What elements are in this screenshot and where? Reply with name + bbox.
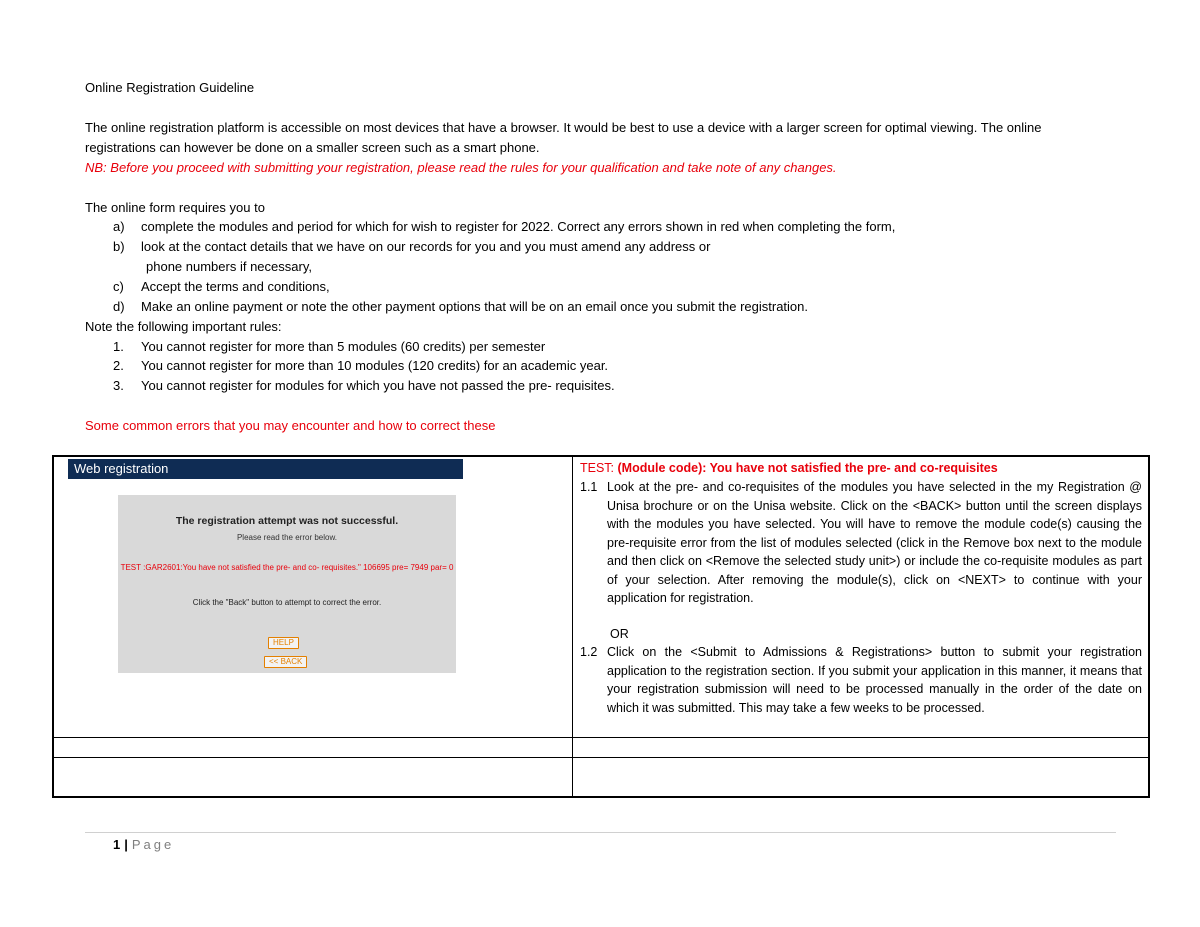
error-screenshot-panel — [118, 495, 456, 673]
web-registration-title: Web registration — [74, 461, 169, 476]
table-divider — [54, 737, 1148, 738]
document-title: Online Registration Guideline — [85, 80, 255, 95]
back-button[interactable]: << BACK — [264, 656, 307, 668]
form-intro: The online form requires you to — [85, 200, 265, 215]
errors-heading: Some common errors that you may encounter and how to correct these — [85, 418, 496, 433]
nb-warning: NB: Before you proceed with submitting your registration, please read the rules for your qualification and take note of any changes. — [85, 160, 837, 175]
table-divider — [572, 457, 573, 796]
footer-rule — [85, 832, 1116, 833]
error-panel-subtitle: Please read the error below. — [236, 533, 338, 542]
intro-paragraph-line-1: The online registration platform is accessible on most devices that have a browser. It would be best to use a device with a larger screen for optimal viewing. The online — [85, 120, 1042, 135]
errors-table — [52, 455, 1150, 798]
web-registration-header — [68, 459, 463, 479]
help-button[interactable]: HELP — [268, 637, 299, 649]
document-page: Online Registration Guideline The online registration platform is accessible on most devices that have a browser. It would be best to use a device with a larger screen for optimal viewing. The online registrations can however be done on a smaller screen such as a smart phone. NB: Before you proceed with submitting your registration, please read the rules for your qualification and take note of any changes. The online form requires you to a) complete the modules and period for which for wish to register for 2022. Correct any errors shown in red when completing the form, b) look at the contact details that we have on our records for you and you must amend any address or phone numbers if necessary, c) Accept the terms and conditions, d) Make an online payment or note the other payment options that will be on an email once you submit the registration. Note the following important rules: 1. You cannot register for more than 5 modules (60 credits) per semester 2. You cannot register for more than 10 modules (120 credits) for an academic year. 3. You cannot register for modules for which you have not passed the pre- requisites. Some common errors that you may encounter and how to correct these Web registration The registration attempt was not successful. Please read the error below. TEST :GAR2601:You have not satisfied the pre- and co- requisites." 106695 pre= 7949 par= 0 Click the "Back" button to attempt to correct the error. HELP << BACK TEST: (Module code): You have not satisfied the pre- and co-requisites 1.1 Look at the pre- and co-requisites of the modules you have selected in the my Registration @ Unisa brochure or on the Unisa website. Click on the <BACK> button until the screen displays with the modules you have selected. You will have to remove the module code(s) causing the pre-requisite error from the list of modules selected (click in the Remove box next to the module and then click on <Remove the selected study unit>) or include the co-requisite modules as part of your selection. After removing the module(s), click on <NEXT> to continue with your application for registration. OR 1.2 Click on the <Submit to Admissions & Registrations> button to submit your registration application to the registration section. If you submit your application in this manner, it means that your registration submission will need to be processed manually in the order of the date on which it was submitted. This may take a few weeks to be processed. 1 | Page — [0, 0, 1200, 927]
error-description-heading: TEST: (Module code): You have not satisfied the pre- and co-requisites — [580, 461, 998, 475]
instruction-item: 1.2 Click on the <Submit to Admissions & Registrations> button to submit your registration application to the registration section. If you submit your application in this manner, it means that your registration submission will need to be processed manually in the order of the date on which it was submitted. This may take a few weeks to be processed. — [580, 645, 1142, 715]
list-item-continuation: phone numbers if necessary, — [146, 259, 312, 274]
error-panel-heading: The registration attempt was not successful. — [175, 515, 399, 527]
instruction-item: 1.1 Look at the pre- and co-requisites of the modules you have selected in the my Registration @ Unisa brochure or on the Unisa website. Click on the <BACK> button until the screen displays with the modules you have selected. You will have to remove the module code(s) causing the pre-requisite error from the list of modules selected (click in the Remove box next to the module and then click on <Remove the selected study unit>) or include the co-requisite modules as part of your selection. After removing the module(s), click on <NEXT> to continue with your application for registration. — [580, 480, 1142, 605]
error-panel-instruction: Click the "Back" button to attempt to correct the error. — [192, 598, 382, 607]
or-separator: OR — [610, 627, 629, 641]
rules-intro: Note the following important rules: — [85, 319, 282, 334]
intro-paragraph-line-2: registrations can however be done on a smaller screen such as a smart phone. — [85, 140, 540, 155]
error-panel-message: TEST :GAR2601:You have not satisfied the pre- and co- requisites." 106695 pre= 7949 par= 0 — [120, 563, 454, 572]
page-footer: 1 | Page — [113, 837, 175, 852]
table-divider — [54, 757, 1148, 758]
